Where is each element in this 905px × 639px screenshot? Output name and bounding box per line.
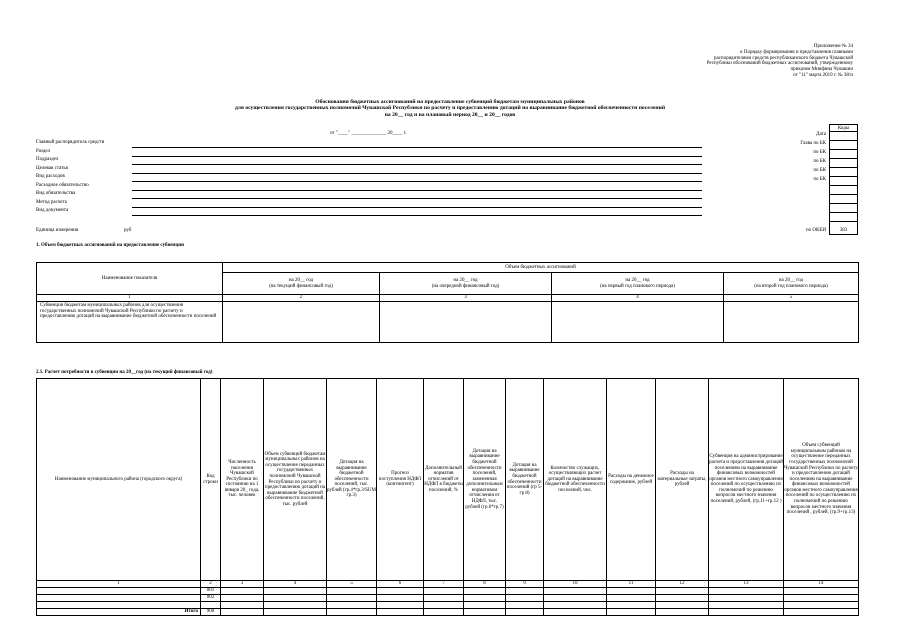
row-code: 001 bbox=[201, 588, 221, 595]
year-col-header bbox=[552, 273, 724, 295]
total-row bbox=[37, 609, 859, 616]
codes-divider bbox=[829, 212, 858, 213]
field-underline bbox=[132, 190, 702, 191]
header-row-code: Код строки bbox=[201, 379, 221, 581]
codes-column bbox=[829, 131, 858, 235]
title-line: для осуществления государственных полномочий Чувашской Республики по расчету и предоставлению дотаций на выравнивание бюджетной обеспеченности поселений bbox=[234, 105, 666, 112]
section2-table bbox=[36, 378, 859, 616]
col-number: 5 bbox=[327, 581, 377, 588]
field-labels bbox=[36, 140, 136, 217]
group-header: Объем бюджетных ассигнований bbox=[223, 263, 859, 273]
code-label: по БК bbox=[813, 177, 826, 182]
unit-value: руб bbox=[124, 228, 132, 233]
codes-divider bbox=[829, 203, 858, 204]
col-number: 3 bbox=[380, 295, 552, 302]
col-number: 11 bbox=[607, 581, 656, 588]
row-code bbox=[201, 602, 221, 609]
codes-divider bbox=[829, 149, 858, 150]
code-label: по БК bbox=[813, 168, 826, 173]
table-row bbox=[37, 602, 859, 609]
year-label: на 20__ год bbox=[288, 277, 314, 283]
appendix-line: приказом Минфина Чувашии bbox=[790, 67, 853, 73]
appendix-block bbox=[593, 44, 853, 79]
year-label: на 20__ год bbox=[453, 277, 478, 283]
okei-code-value: 383 bbox=[839, 228, 848, 233]
year-col-header bbox=[380, 273, 552, 295]
field-obligation: Расходное обязательство bbox=[36, 182, 89, 188]
appendix-line: от "11" марта 2019 г. № 38/п bbox=[793, 72, 853, 78]
col-number: 10 bbox=[544, 581, 607, 588]
field-expense-type: Вид расходов bbox=[36, 174, 65, 179]
field-underline bbox=[132, 207, 702, 208]
total-code: 900 bbox=[201, 609, 221, 616]
okei-label: по ОКЕИ bbox=[805, 228, 826, 233]
section1-table bbox=[36, 262, 859, 343]
header-material-expenses: Расходы на материальные затраты, рублей bbox=[656, 379, 709, 581]
field-underline bbox=[132, 156, 702, 157]
col-number: 12 bbox=[656, 581, 709, 588]
code-label: Глава по БК bbox=[800, 141, 826, 146]
codes-labels bbox=[760, 132, 826, 186]
table-row bbox=[37, 588, 859, 595]
header-replaced-grant: Дотация на выравнивание бюджетной обеспеченности поселений, замененная дополнительным нормативом отчисления от НДФЛ, тыс. рублей (гр.6*гр.7) bbox=[464, 379, 506, 581]
codes-divider bbox=[829, 176, 858, 177]
header-additional-norm: Дополнительный норматив отчислений от НДФЛ в бюджеты поселений, % bbox=[424, 379, 464, 581]
header-net-grant: Дотация на выравнивание бюджетной обеспеченности поселений (гр 5-гр 8) bbox=[506, 379, 544, 581]
header-equalization-grant: Дотация на выравнивание бюджетной обеспеченности поселений, тыс. рублей (гр.4*гр.3/SUM гр.3) bbox=[327, 379, 377, 581]
codes-divider bbox=[829, 185, 858, 186]
field-section: Раздел bbox=[36, 148, 51, 154]
codes-divider bbox=[829, 158, 858, 159]
code-label: по БК bbox=[813, 150, 826, 155]
field-chief-manager: Главный распорядитель средств bbox=[36, 140, 105, 145]
codes-divider bbox=[829, 221, 858, 222]
field-calc-method: Метод расчета bbox=[36, 199, 67, 205]
appendix-line: к Порядку формирования и представления главными bbox=[740, 49, 853, 55]
district-cell bbox=[37, 602, 201, 609]
section2-title: 2.1. Расчет потребности в субвенции на 20__год (на текущий финансовый год) bbox=[36, 370, 213, 375]
col-number: 7 bbox=[424, 581, 464, 588]
subvention-row-label: Субвенция бюджетам муниципальных районов для осуществления государственных полномочий Чувашской Республики по расчету и предоставлению дотаций на выравнивание бюджетной обеспеченности поселений bbox=[37, 302, 223, 343]
field-underline bbox=[132, 215, 702, 216]
field-underline bbox=[132, 147, 702, 148]
value-cell bbox=[552, 302, 724, 343]
col-number: 3 bbox=[221, 581, 264, 588]
field-underline bbox=[132, 164, 702, 165]
field-underline bbox=[132, 198, 702, 199]
value-cell bbox=[223, 302, 380, 343]
document-title bbox=[100, 99, 800, 118]
field-obligation-type: Вид обязательства bbox=[36, 191, 76, 196]
col-number: 2 bbox=[201, 581, 221, 588]
value-cell bbox=[380, 302, 552, 343]
col-number: 5 bbox=[724, 295, 859, 302]
year-desc: (на очередной финансовый год) bbox=[431, 283, 500, 289]
year-desc: (на первый год планового периода) bbox=[600, 283, 675, 289]
year-desc: (на второй год планового периода) bbox=[754, 283, 828, 289]
header-staff-count: Количество служащих, осуществляющих расчет дотаций на выравнивание бюджетной обеспеченности поселений, чел. bbox=[544, 379, 607, 581]
year-col-header bbox=[223, 273, 380, 295]
table-row bbox=[37, 595, 859, 602]
col-number: 4 bbox=[264, 581, 327, 588]
date-line: от "____" ______________ 20____ г. bbox=[330, 131, 407, 136]
year-label: на 20__ год bbox=[778, 277, 804, 283]
header-admin-subvention: Субвенция на администрирование расчета и предоставления дотаций поселениям на выравнивание финансовых возможностей органов местного самоуправления поселений по осуществлению их полномочий по решению вопросов местного значения поселений, рублей, (гр.11+гр.12 ) bbox=[709, 379, 784, 581]
total-label: Итого bbox=[37, 609, 201, 616]
header-ndfl-forecast: Прогноз поступления НДФЛ (контингент) bbox=[377, 379, 424, 581]
row-code: 002 bbox=[201, 595, 221, 602]
header-subvention-volume: Объем субвенций бюджетам муниципальных районов на осуществление переданных государственных полномочий Чувашской Республики по расчету и предоставлению дотаций на выравнивание бюджетной обеспеченности поселений, тыс. рублей bbox=[264, 379, 327, 581]
field-subsection: Подраздел bbox=[36, 157, 59, 162]
title-line: Обоснования бюджетных ассигнований на предоставление субвенций бюджетам муниципальных районов bbox=[315, 99, 585, 105]
title-line: на 20__ год и на плановый период 20__ и 20__ годов bbox=[384, 111, 516, 118]
col-number: 4 bbox=[552, 295, 724, 302]
col-number: 2 bbox=[223, 295, 380, 302]
col-number: 13 bbox=[709, 581, 784, 588]
header-salary-expenses: Расходы на денежное содержание, рублей bbox=[607, 379, 656, 581]
code-label: по БК bbox=[813, 159, 826, 164]
appendix-line: Республики обоснований бюджетных ассигнований, утвержденному bbox=[706, 61, 853, 67]
code-label: Дата bbox=[816, 132, 826, 137]
field-target-article: Целевая статья bbox=[36, 165, 68, 171]
field-underline bbox=[132, 173, 702, 174]
codes-divider bbox=[829, 194, 858, 195]
district-cell bbox=[37, 595, 201, 602]
col-number: 1 bbox=[37, 581, 201, 588]
field-underline bbox=[132, 181, 702, 182]
value-cell bbox=[724, 302, 859, 343]
header-district-name: Наименование муниципального района (городского округа) bbox=[37, 379, 201, 581]
unit-label: Единица измерения bbox=[36, 228, 79, 233]
year-col-header bbox=[724, 273, 859, 295]
section1-title: 1. Объем бюджетных ассигнований на предоставление субвенции bbox=[36, 243, 184, 248]
appendix-line: распорядителями средств республиканского бюджета Чувашской bbox=[713, 55, 853, 61]
field-document-type: Вид документа bbox=[36, 208, 69, 213]
col-name-header: Наименование показателя bbox=[37, 263, 223, 295]
codes-divider bbox=[829, 140, 858, 141]
appendix-line: Приложение № 34 bbox=[813, 44, 853, 49]
col-number: 6 bbox=[377, 581, 424, 588]
codes-divider bbox=[829, 167, 858, 168]
col-number: 8 bbox=[464, 581, 506, 588]
codes-header: Коды bbox=[829, 124, 858, 132]
col-number: 9 bbox=[506, 581, 544, 588]
header-total-subvention: Объем субвенций муниципальным районам на осуществление переданных государственных полномочий Чувашской Республики по расчету и предоставлению дотаций поселениям на выравнивание финансовых возможностей органов местного самоуправления поселений по осуществлению их полномочий по решению вопросов местного значения поселений , рублей, (гр.9+гр.13) bbox=[784, 379, 859, 581]
col-number: 1 bbox=[37, 295, 223, 302]
col-number: 14 bbox=[784, 581, 859, 588]
district-cell bbox=[37, 588, 201, 595]
year-label: на 20__ год bbox=[625, 277, 650, 283]
year-desc: (на текущий финансовый год) bbox=[269, 283, 333, 289]
header-population: Численность населения Чувашской Республики по состоянию на 1 января 20_ года, тыс. человек bbox=[221, 379, 264, 581]
